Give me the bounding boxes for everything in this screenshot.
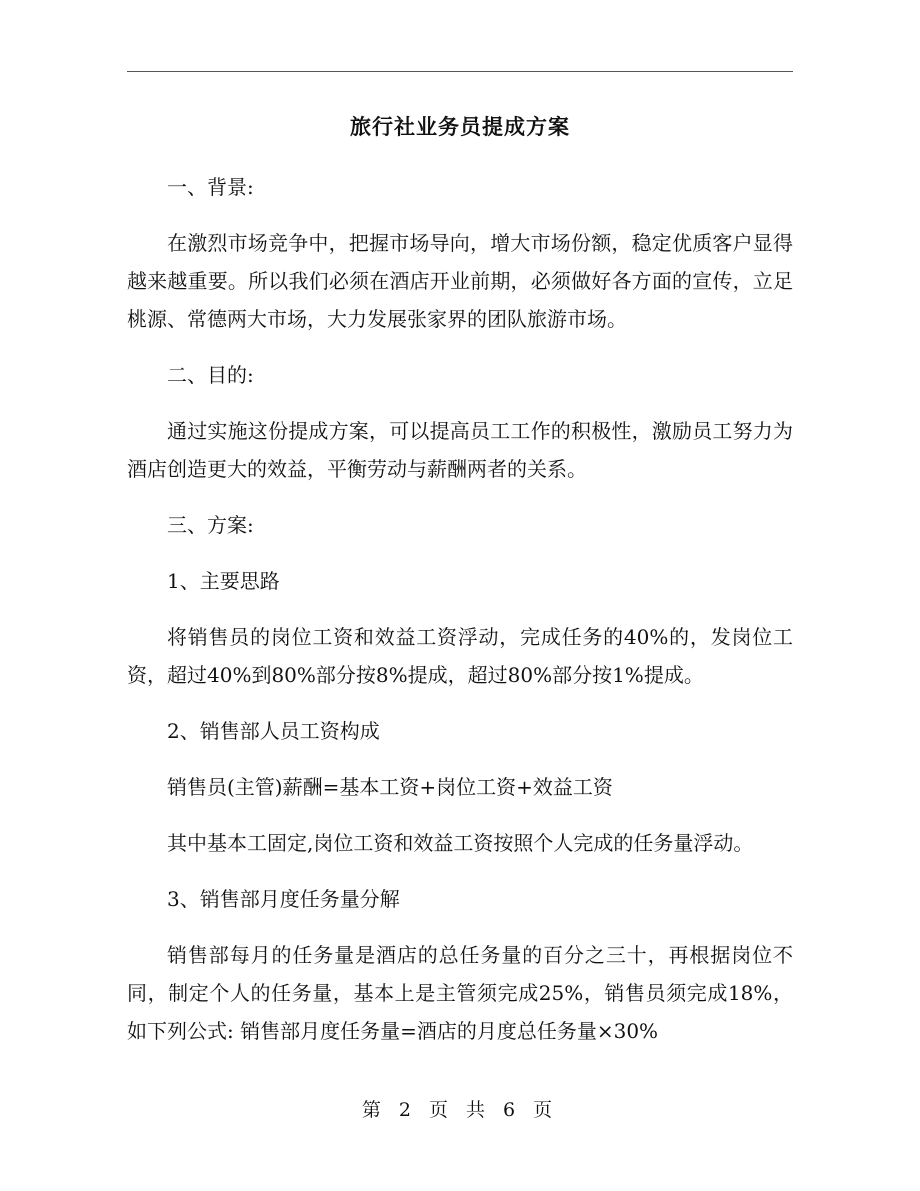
subheading-salary-structure: 2、销售部人员工资构成 [167,719,380,743]
header-rule [127,71,793,72]
paragraph-monthly-tasks: 销售部每月的任务量是酒店的总任务量的百分之三十，再根据岗位不同，制定个人的任务量，基本上是主管须完成25%，销售员须完成18%，如下列公式: 销售部月度任务量=酒店的月度总任务量×30% [127,943,793,1043]
paragraph-background: 在激烈市场竞争中，把握市场导向，增大市场份额，稳定优质客户显得越来越重要。所以我们必须在酒店开业前期，必须做好各方面的宣传，立足桃源、常德两大市场，大力发展张家界的团队旅游市场。 [127,231,793,331]
document-title: 旅行社业务员提成方案 [350,114,570,139]
page-number: 第 2 页 共 6 页 [361,1099,559,1121]
paragraph-purpose: 通过实施这份提成方案，可以提高员工工作的积极性，激励员工努力为酒店创造更大的效益，平衡劳动与薪酬两者的关系。 [127,419,793,481]
subheading-monthly-tasks: 3、销售部月度任务量分解 [167,887,400,911]
subheading-main-idea: 1、主要思路 [167,569,280,593]
document-body [127,168,793,1068]
section-heading-purpose: 二、目的: [167,363,254,387]
section-heading-plan: 三、方案: [167,513,254,537]
section-heading-background: 一、背景: [167,175,254,199]
paragraph-salary-note: 其中基本工固定,岗位工资和效益工资按照个人完成的任务量浮动。 [167,831,754,855]
paragraph-salary-formula: 销售员(主管)薪酬=基本工资+岗位工资+效益工资 [167,775,613,799]
paragraph-main-idea: 将销售员的岗位工资和效益工资浮动，完成任务的40%的，发岗位工资，超过40%到80%部分按8%提成，超过80%部分按1%提成。 [127,625,793,687]
